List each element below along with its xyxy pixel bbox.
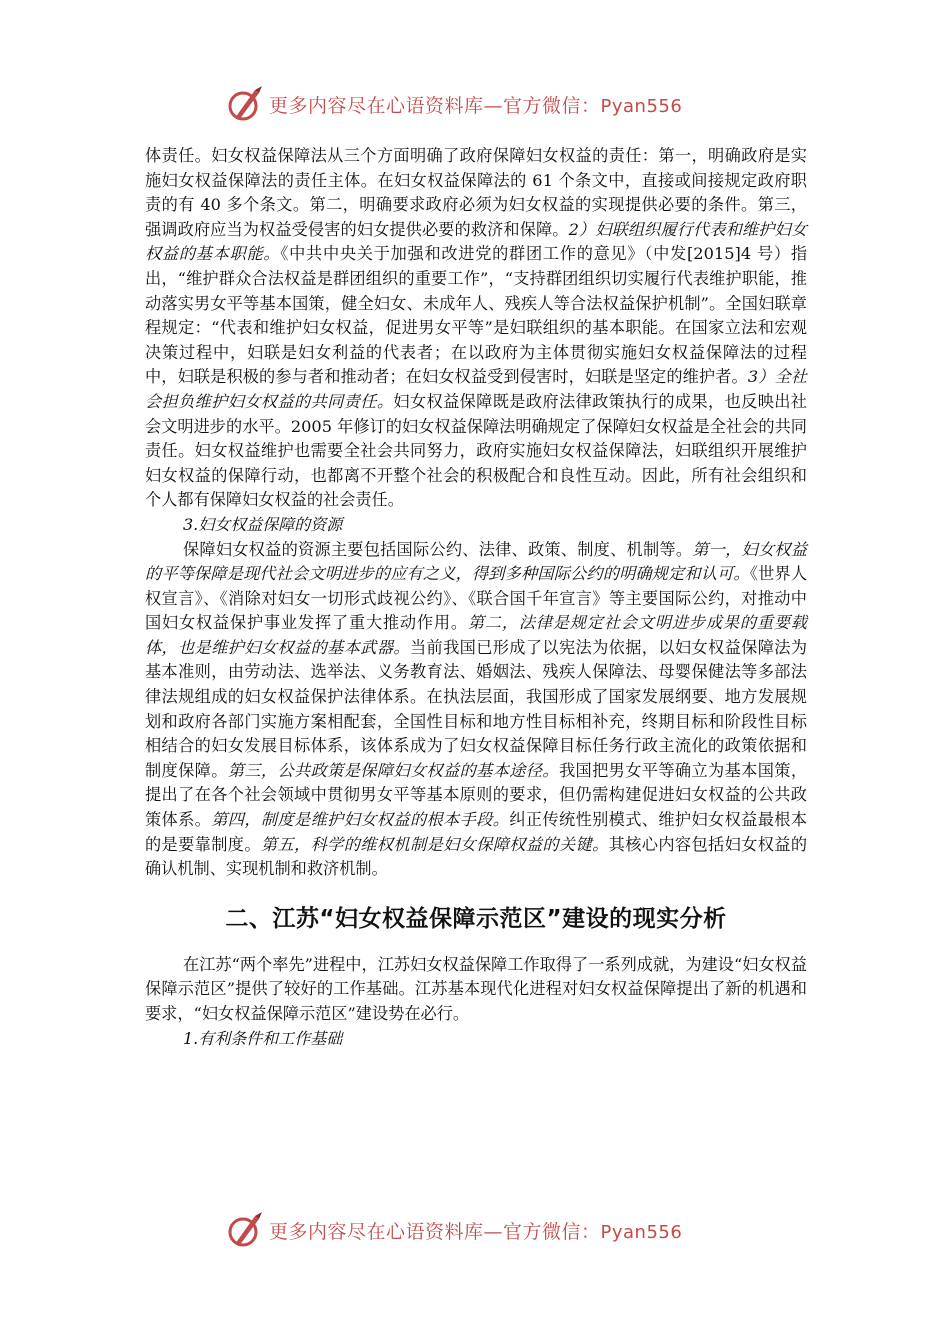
paragraph-resources: 保障妇女权益的资源主要包括国际公约、法律、政策、制度、机制等。第一，妇女权益的平等保障是现代社会文明进步的应有之义，得到多种国际公约的明确规定和认可。《世界人权宣言》、《消除对妇女一切形式歧视公约》、《联合国千年宣言》等主要国际公约，对推动中国妇女权益保护事业发挥了重大推动作用。第二，法律是规定社会文明进步成果的重要载体，也是维护妇女权益的基本武器。当前我国已形成了以宪法为依据，以妇女权益保障法为基本准则，由劳动法、选举法、义务教育法、婚姻法、残疾人保障法、母婴保健法等多部法律法规组成的妇女权益保护法律体系。在执法层面，我国形成了国家发展纲要、地方发展规划和政府各部门实施方案相配套，全国性目标和地方性目标相补充，终期目标和阶段性目标相结合的妇女发展目标体系，该体系成为了妇女权益保障目标任务行政主流化的政策依据和制度保障。第三，公共政策是保障妇女权益的基本途径。我国把男女平等确立为基本国策，提出了在各个社会领域中贯彻男女平等基本原则的要求，但仍需构建促进妇女权益的公共政策体系。第四，制度是维护妇女权益的根本手段。纠正传统性别模式、维护妇女权益最根本的是要靠制度。第五，科学的维权机制是妇女保障权益的关键。其核心内容包括妇女权益的确认机制、实现机制和救济机制。 xyxy=(145,539,808,879)
watermark-header xyxy=(225,82,725,126)
paragraph-jiangsu-intro: 在江苏“两个率先”进程中，江苏妇女权益保障工作取得了一系列成就，为建设“妇女权益保障示范区”提供了较好的工作基础。江苏基本现代化进程对妇女权益保障提出了新的机遇和要求，“妇女权益保障示范区”建设势在必行。 xyxy=(145,954,807,1023)
subheading-resources: 3.妇女权益保障的资源 xyxy=(183,514,343,534)
watermark-wechat-id: Pyan556 xyxy=(600,95,683,117)
watermark-text: 更多内容尽在心语资料库—官方微信：Pyan556 xyxy=(269,1220,683,1243)
watermark-footer xyxy=(225,1208,725,1252)
point-mechanism: 第五，科学的维权机制是妇女保障权益的关键。 xyxy=(260,834,609,854)
article-body xyxy=(145,144,807,1051)
point-public-policy: 第三，公共政策是保障妇女权益的基本途径。 xyxy=(227,760,559,780)
subpoint-society-responsibility: 3）全社会担负维护妇女权益的共同责任。 xyxy=(145,367,807,411)
watermark-text: 更多内容尽在心语资料库—官方微信：Pyan556 xyxy=(269,94,683,117)
quill-logo-icon xyxy=(225,1210,265,1250)
point-institution: 第四，制度是维护妇女权益的根本手段。 xyxy=(211,810,510,830)
subpoint-womens-federation: 2）妇联组织履行代表和维护妇女权益的基本职能。 xyxy=(145,219,807,264)
quill-logo-icon xyxy=(225,84,265,124)
section-heading: 二、江苏“妇女权益保障示范区”建设的现实分析 xyxy=(225,905,727,932)
watermark-wechat-id: Pyan556 xyxy=(600,1221,683,1243)
subheading-favorable-conditions: 1.有利条件和工作基础 xyxy=(183,1028,343,1048)
point-law: 第二，法律是规定社会文明进步成果的重要载体，也是维护妇女权益的基本武器。 xyxy=(145,613,807,657)
point-international-conventions: 第一，妇女权益的平等保障是现代社会文明进步的应有之义，得到多种国际公约的明确规定和认可。 xyxy=(145,539,808,584)
paragraph-government-responsibility: 体责任。妇女权益保障法从三个方面明确了政府保障妇女权益的责任：第一，明确政府是实施妇女权益保障法的责任主体。在妇女权益保障法的 61 个条文中，直接或间接规定政府职责的有 40 多个条文。第二，明确要求政府必须为妇女权益的实现提供必要的条件。第三，强调政府应当为权益受侵害的妇女提供必要的救济和保障。2）妇联组织履行代表和维护妇女权益的基本职能。《中共中央关于加强和改进党的群团工作的意见》（中发[2015]4 号）指出，“维护群众合法权益是群团组织的重要工作”，“支持群团组织切实履行代表维护职能，推动落实男女平等基本国策，健全妇女、未成年人、残疾人等合法权益保护机制”。全国妇联章程规定：“代表和维护妇女权益，促进男女平等”是妇联组织的基本职能。在国家立法和宏观决策过程中，妇联是妇女利益的代表者；在以政府为主体贯彻实施妇女权益保障法的过程中，妇联是积极的参与者和推动者；在妇女权益受到侵害时，妇联是坚定的维护者。3）全社会担负维护妇女权益的共同责任。妇女权益保障既是政府法律政策执行的成果，也反映出社会文明进步的水平。2005 年修订的妇女权益保障法明确规定了保障妇女权益是全社会的共同责任。妇女权益维护也需要全社会共同努力，政府实施妇女权益保障法，妇联组织开展维护妇女权益的保障行动，也都离不开整个社会的积极配合和良性互动。因此，所有社会组织和个人都有保障妇女权益的社会责任。 xyxy=(145,146,808,510)
